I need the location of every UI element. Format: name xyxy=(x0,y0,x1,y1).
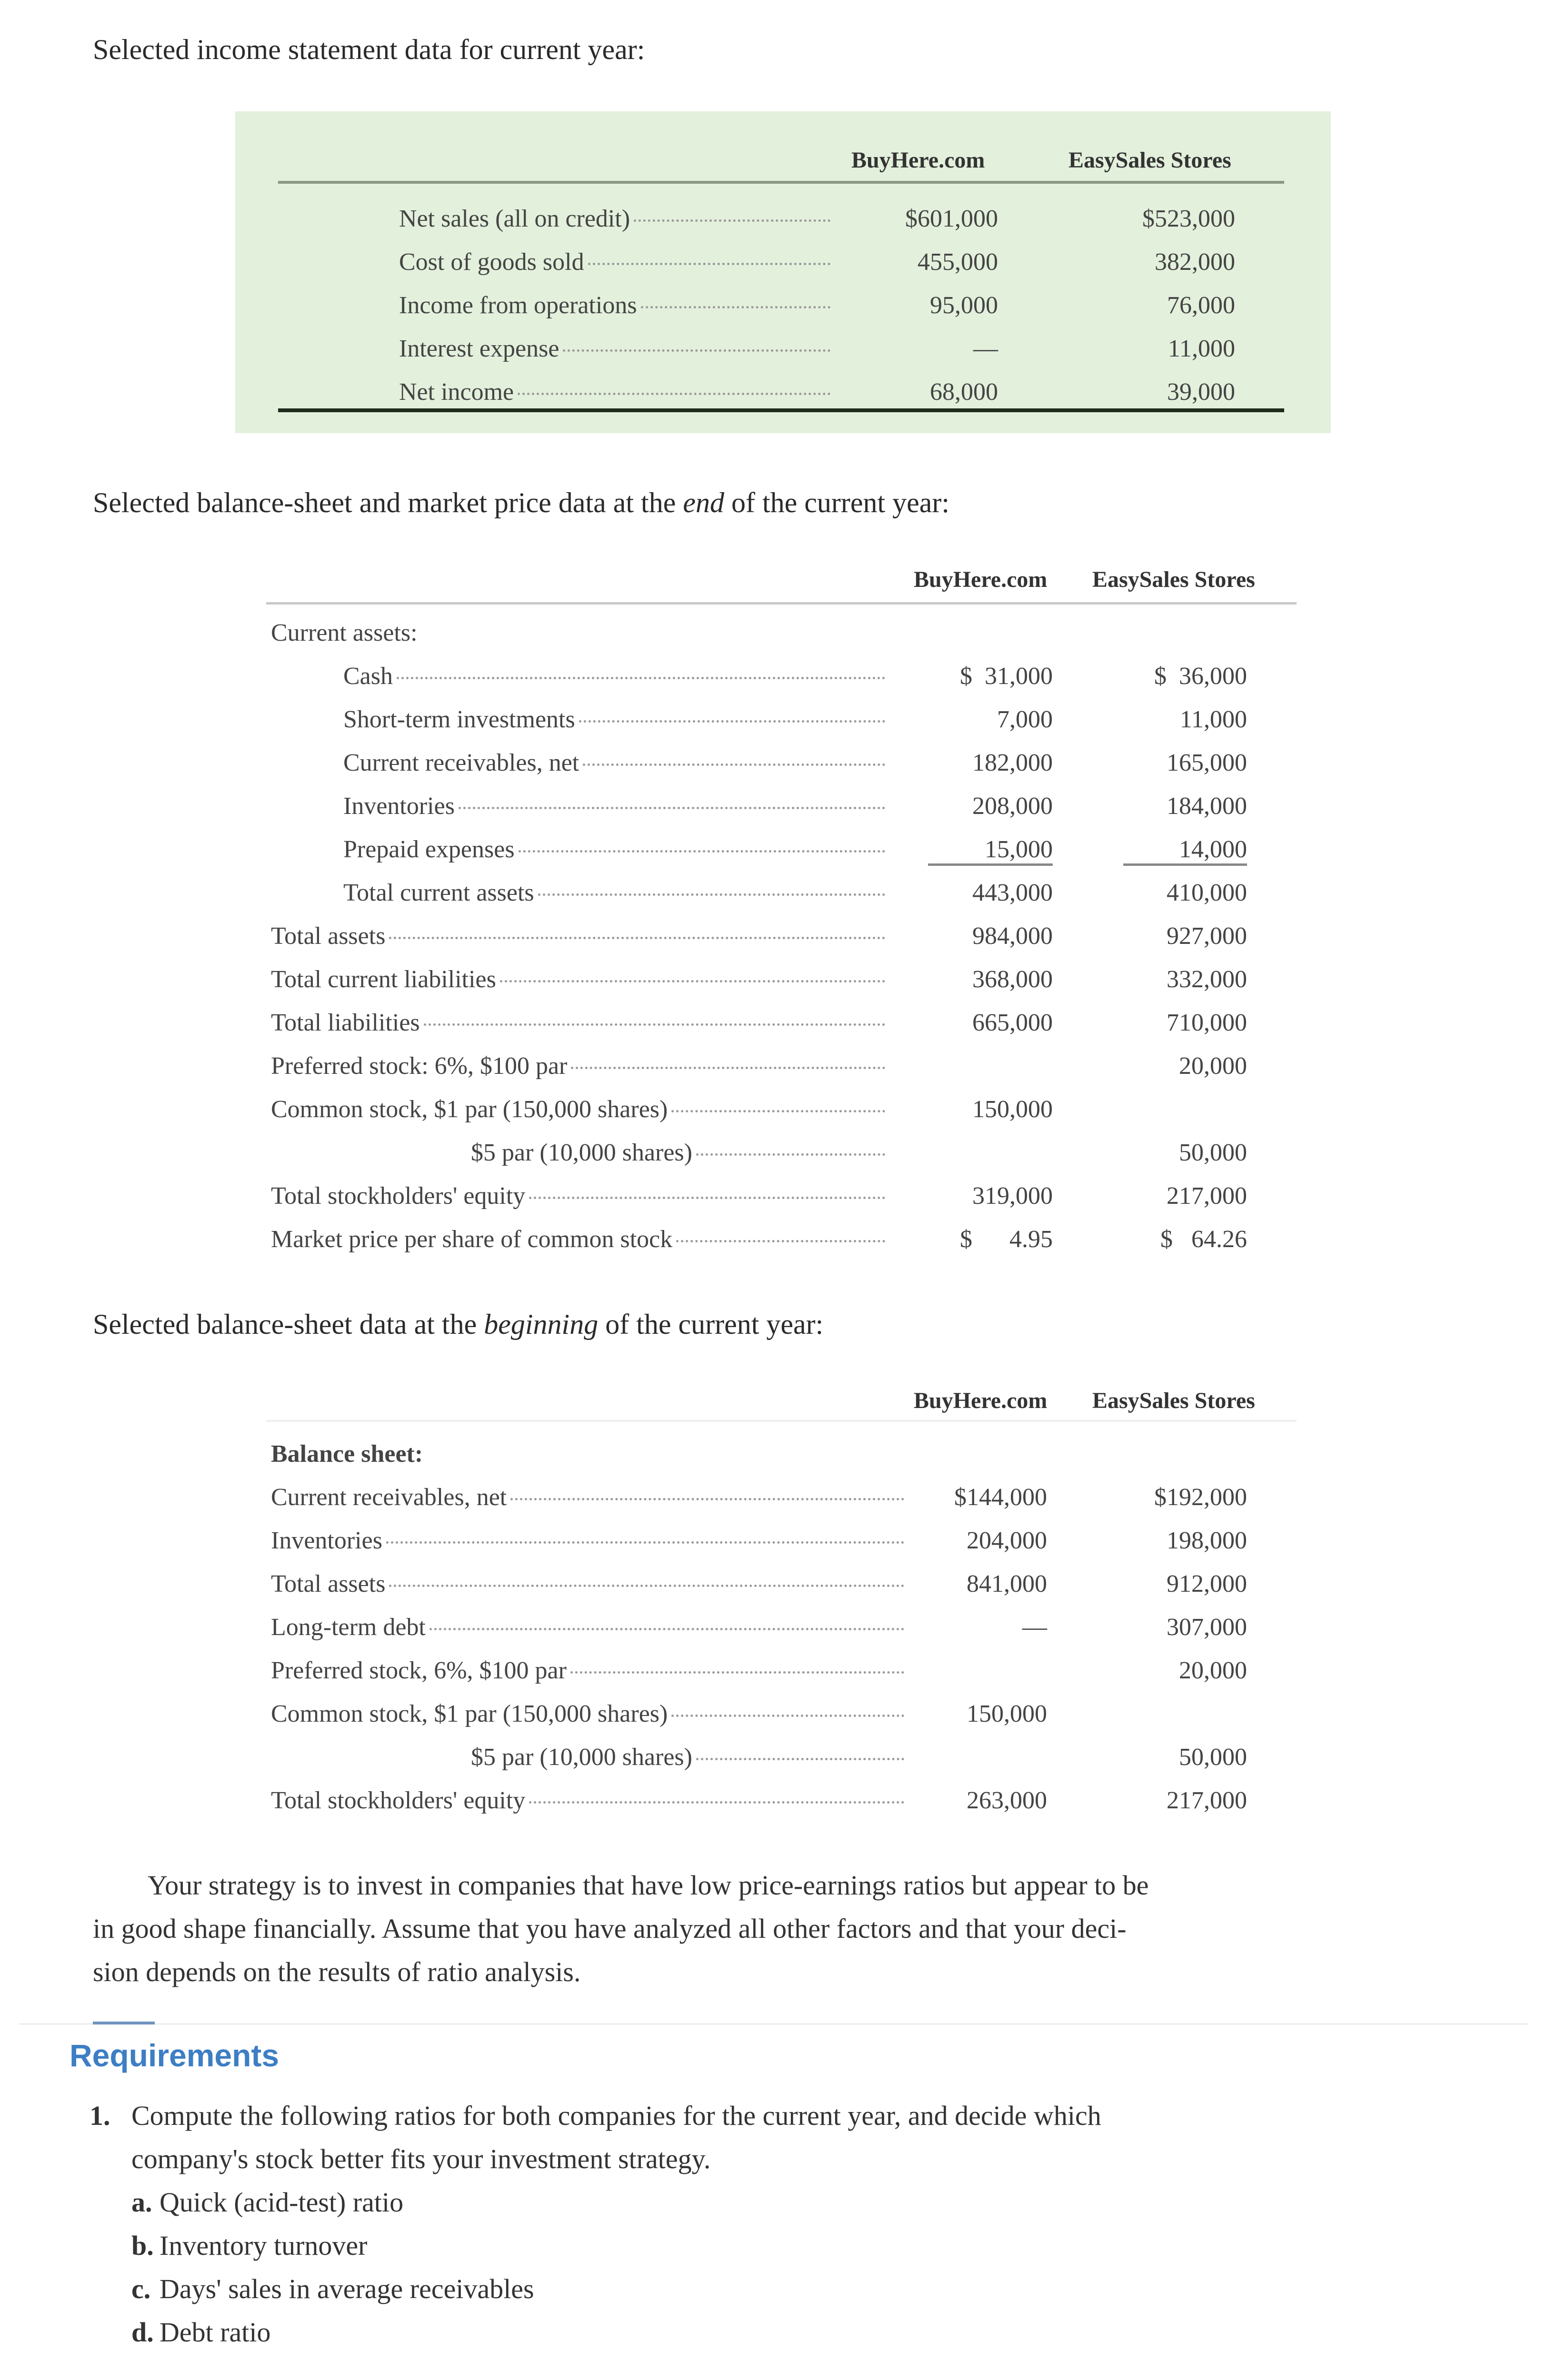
table-row xyxy=(235,248,1331,286)
value-easysales: 710,000 xyxy=(1167,1009,1247,1036)
header-rule xyxy=(266,602,1297,605)
row-label-text: Total current assets xyxy=(343,879,534,906)
row-label xyxy=(271,1095,885,1123)
column-header-easysales: EasySales Stores xyxy=(1092,1388,1255,1413)
value-buyhere: 68,000 xyxy=(930,378,998,406)
value-easysales: 20,000 xyxy=(1179,1052,1247,1080)
row-label-text: Total stockholders' equity xyxy=(271,1787,526,1814)
row-label-text: Total current liabilities xyxy=(271,966,496,993)
dot-leader xyxy=(510,1498,904,1500)
table-row xyxy=(235,205,1331,243)
column-header-easysales: EasySales Stores xyxy=(1092,567,1255,592)
row-label-text: Current assets: xyxy=(271,619,418,646)
value-easysales: 217,000 xyxy=(1167,1182,1247,1210)
dot-leader xyxy=(459,807,885,809)
dot-leader xyxy=(397,677,885,679)
table-row xyxy=(266,965,1299,1003)
row-label xyxy=(271,1440,904,1468)
row-label xyxy=(271,1613,904,1641)
value-easysales: 184,000 xyxy=(1167,793,1247,820)
row-label xyxy=(399,205,830,233)
table-row xyxy=(266,662,1299,700)
row-label xyxy=(343,835,885,863)
subitem-letter: a. xyxy=(131,2187,152,2218)
row-label xyxy=(343,792,885,820)
header-rule xyxy=(278,181,1284,184)
row-label-text: Total liabilities xyxy=(271,1009,420,1036)
value-buyhere: 443,000 xyxy=(972,879,1053,906)
value-buyhere: 319,000 xyxy=(972,1182,1053,1210)
row-label xyxy=(271,1225,885,1253)
subitem-text: Quick (acid-test) ratio xyxy=(160,2187,404,2218)
table-row xyxy=(266,1440,1299,1478)
dot-leader xyxy=(583,764,885,766)
row-label-text: Balance sheet: xyxy=(271,1440,423,1468)
row-label xyxy=(399,335,830,363)
begin-balance-table xyxy=(266,1383,1299,1814)
value-easysales: 165,000 xyxy=(1167,749,1247,776)
table-row xyxy=(266,1009,1299,1047)
table-row xyxy=(266,749,1299,787)
dot-leader xyxy=(429,1628,904,1630)
dot-leader xyxy=(386,1541,904,1544)
dot-leader xyxy=(634,219,830,222)
row-label xyxy=(271,1786,904,1815)
strategy-line-1: Your strategy is to invest in companies that have low price-earnings ratios but appear to be xyxy=(148,1870,1149,1901)
dot-leader xyxy=(518,393,830,395)
table-row xyxy=(266,705,1299,744)
row-label-text: Current receivables, net xyxy=(343,749,579,776)
header-rule xyxy=(266,1420,1297,1422)
table-row xyxy=(266,1786,1299,1825)
row-label xyxy=(399,291,830,319)
subitem-text: Days' sales in average receivables xyxy=(160,2273,534,2304)
table-row xyxy=(266,619,1299,657)
value-buyhere: 455,000 xyxy=(918,248,998,276)
value-easysales: 11,000 xyxy=(1179,706,1247,733)
title-text: of the current year: xyxy=(598,1309,824,1340)
table-row xyxy=(235,335,1331,373)
value-buyhere: $601,000 xyxy=(905,205,998,232)
table-row xyxy=(266,1225,1299,1263)
dot-leader xyxy=(529,1801,904,1804)
table-row xyxy=(266,1483,1299,1521)
dot-leader xyxy=(424,1023,885,1026)
begin-balance-section-title xyxy=(93,1308,823,1341)
dot-leader xyxy=(529,1197,885,1199)
value-easysales: $ 36,000 xyxy=(1154,663,1247,690)
value-buyhere: 368,000 xyxy=(972,966,1053,993)
column-header-buyhere: BuyHere.com xyxy=(851,148,985,173)
value-easysales: 76,000 xyxy=(1167,292,1235,319)
divider-accent xyxy=(93,2022,155,2024)
title-emphasis: end xyxy=(683,487,724,518)
title-text: of the current year: xyxy=(724,487,950,518)
row-label xyxy=(399,378,830,406)
row-label-text: Cost of goods sold xyxy=(399,248,584,276)
value-easysales: 382,000 xyxy=(1155,248,1235,276)
row-label-text: Net income xyxy=(399,378,514,406)
end-balance-table xyxy=(266,562,1299,1276)
title-text: Selected balance-sheet and market price data at the xyxy=(93,487,683,518)
row-label-text: Total assets xyxy=(271,922,386,950)
section-divider xyxy=(19,2023,1528,2025)
dot-leader xyxy=(671,1110,885,1112)
value-buyhere: 984,000 xyxy=(972,922,1053,950)
table-row xyxy=(266,1527,1299,1565)
table-row xyxy=(266,1052,1299,1090)
value-easysales: 50,000 xyxy=(1179,1744,1247,1771)
dot-leader xyxy=(389,1585,904,1587)
dot-leader xyxy=(641,306,830,308)
dot-leader xyxy=(570,1671,904,1674)
table-row xyxy=(266,1613,1299,1651)
value-easysales: 14,000 xyxy=(1123,835,1247,866)
title-text: Selected balance-sheet data at the xyxy=(93,1309,484,1340)
dot-leader xyxy=(579,720,885,723)
value-buyhere: $ 31,000 xyxy=(960,663,1053,690)
value-easysales: 927,000 xyxy=(1167,922,1247,950)
table-row xyxy=(266,879,1299,917)
table-row xyxy=(266,1182,1299,1220)
value-buyhere: $ 4.95 xyxy=(960,1226,1053,1253)
row-label xyxy=(343,705,885,734)
row-label xyxy=(271,1182,885,1210)
row-label xyxy=(271,965,885,993)
dot-leader xyxy=(671,1715,904,1717)
value-easysales: $192,000 xyxy=(1154,1484,1247,1511)
row-label-text: Interest expense xyxy=(399,335,559,362)
subitem-text: Debt ratio xyxy=(160,2317,271,2348)
table-row xyxy=(235,291,1331,329)
row-label-text: Inventories xyxy=(343,793,455,820)
row-label-text: Net sales (all on credit) xyxy=(399,205,630,232)
value-buyhere: 150,000 xyxy=(972,1096,1053,1123)
income-section-title: Selected income statement data for current year: xyxy=(93,34,645,65)
row-label-text: Common stock, $1 par (150,000 shares) xyxy=(271,1700,668,1727)
value-buyhere: 15,000 xyxy=(928,835,1053,866)
table-row xyxy=(266,1743,1299,1781)
value-buyhere: 665,000 xyxy=(972,1009,1053,1036)
title-emphasis: beginning xyxy=(484,1309,599,1340)
table-row xyxy=(266,835,1299,873)
strategy-line-3: sion depends on the results of ratio analysis. xyxy=(93,1956,581,1987)
value-buyhere: 182,000 xyxy=(972,749,1053,776)
column-header-buyhere: BuyHere.com xyxy=(914,1388,1048,1413)
table-row xyxy=(266,922,1299,960)
row-label-text: Market price per share of common stock xyxy=(271,1226,673,1253)
dot-leader xyxy=(519,850,885,853)
value-buyhere: — xyxy=(973,335,998,362)
value-easysales: 39,000 xyxy=(1167,378,1235,406)
column-header-easysales: EasySales Stores xyxy=(1068,148,1231,173)
row-label-text: Total assets xyxy=(271,1570,386,1597)
row-label xyxy=(271,1570,904,1598)
value-buyhere: 263,000 xyxy=(967,1787,1047,1814)
row-label-text: $5 par (10,000 shares) xyxy=(471,1744,692,1771)
dot-leader xyxy=(571,1067,885,1069)
row-label-text: Preferred stock, 6%, $100 par xyxy=(271,1657,567,1684)
dot-leader xyxy=(696,1153,885,1156)
row-label-text: Common stock, $1 par (150,000 shares) xyxy=(271,1096,668,1123)
requirement-text-line-1: Compute the following ratios for both companies for the current year, and decide which xyxy=(131,2100,1101,2131)
row-label xyxy=(343,879,885,907)
dot-leader xyxy=(588,263,830,265)
row-label-text: Prepaid expenses xyxy=(343,836,515,863)
value-easysales: 217,000 xyxy=(1167,1787,1247,1814)
row-label xyxy=(271,1009,885,1037)
income-table xyxy=(235,111,1331,433)
value-easysales: $ 64.26 xyxy=(1160,1226,1247,1253)
end-balance-section-title xyxy=(93,486,949,519)
subitem-letter: d. xyxy=(131,2317,154,2348)
subitem-text: Inventory turnover xyxy=(160,2230,368,2261)
requirement-text-line-2: company's stock better fits your investment strategy. xyxy=(131,2143,711,2174)
row-label xyxy=(271,1527,904,1555)
row-label xyxy=(271,1656,904,1685)
row-label xyxy=(271,1483,904,1511)
strategy-line-2: in good shape financially. Assume that you have analyzed all other factors and that your deci- xyxy=(93,1913,1127,1944)
table-row xyxy=(266,1139,1299,1177)
column-header-buyhere: BuyHere.com xyxy=(914,567,1048,592)
value-easysales: 410,000 xyxy=(1167,879,1247,906)
row-label-text: Long-term debt xyxy=(271,1614,426,1641)
value-buyhere: 204,000 xyxy=(967,1527,1047,1554)
requirement-number: 1. xyxy=(90,2100,110,2131)
table-row xyxy=(266,1700,1299,1738)
value-buyhere: 150,000 xyxy=(967,1700,1047,1727)
value-easysales: 912,000 xyxy=(1167,1570,1247,1597)
table-row xyxy=(266,1656,1299,1695)
value-buyhere: — xyxy=(1022,1614,1047,1641)
row-label xyxy=(399,248,830,276)
row-label xyxy=(271,1052,885,1080)
dot-leader xyxy=(500,980,885,982)
row-label-text: Cash xyxy=(343,663,393,690)
value-easysales: 307,000 xyxy=(1167,1614,1247,1641)
table-row xyxy=(235,378,1331,416)
table-row xyxy=(266,1095,1299,1133)
row-label xyxy=(343,749,885,777)
value-easysales: 20,000 xyxy=(1179,1657,1247,1684)
row-label-text: Income from operations xyxy=(399,292,637,319)
row-label-text: Short-term investments xyxy=(343,706,575,733)
row-label-text: Current receivables, net xyxy=(271,1484,507,1511)
table-row xyxy=(266,792,1299,830)
row-label xyxy=(471,1139,885,1167)
row-label xyxy=(343,662,885,690)
value-easysales: 50,000 xyxy=(1179,1139,1247,1166)
dot-leader xyxy=(676,1240,885,1242)
value-easysales: $523,000 xyxy=(1142,205,1235,232)
dot-leader xyxy=(696,1758,904,1760)
value-easysales: 332,000 xyxy=(1167,966,1247,993)
row-label-text: Preferred stock: 6%, $100 par xyxy=(271,1052,568,1080)
value-buyhere: 208,000 xyxy=(972,793,1053,820)
value-buyhere: 841,000 xyxy=(967,1570,1047,1597)
row-label-text: Total stockholders' equity xyxy=(271,1182,526,1210)
value-buyhere: 95,000 xyxy=(930,292,998,319)
table-row xyxy=(266,1570,1299,1608)
requirements-heading: Requirements xyxy=(70,2038,279,2073)
row-label-text: Inventories xyxy=(271,1527,382,1554)
row-label xyxy=(271,619,885,647)
dot-leader xyxy=(538,893,885,896)
value-easysales: 198,000 xyxy=(1167,1527,1247,1554)
value-easysales: 11,000 xyxy=(1168,335,1235,362)
row-label-text: $5 par (10,000 shares) xyxy=(471,1139,692,1166)
value-buyhere: 7,000 xyxy=(997,706,1053,733)
dot-leader xyxy=(563,349,830,352)
dot-leader xyxy=(389,937,885,939)
row-label xyxy=(471,1743,904,1771)
row-label xyxy=(271,1700,904,1728)
subitem-letter: c. xyxy=(131,2273,151,2304)
subitem-letter: b. xyxy=(131,2230,154,2261)
row-label xyxy=(271,922,885,950)
value-buyhere: $144,000 xyxy=(954,1484,1047,1511)
